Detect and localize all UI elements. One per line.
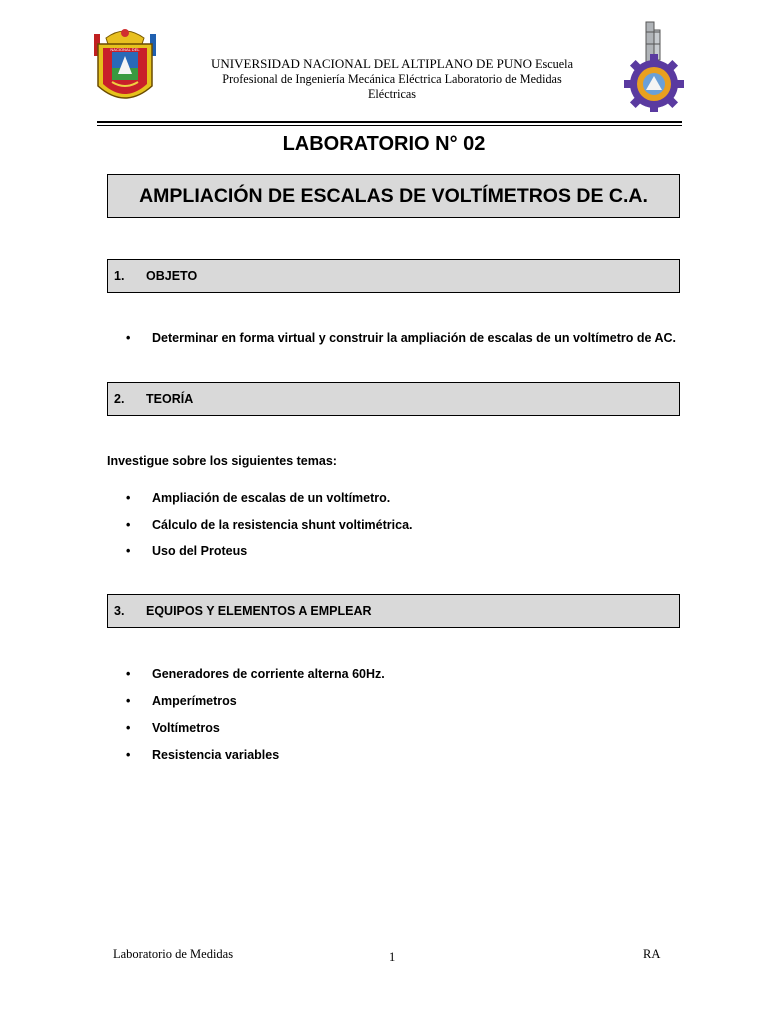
section-heading-teoria (107, 382, 680, 416)
bullet-icon: • (126, 748, 131, 762)
bullet-icon: • (126, 518, 131, 532)
list-item-text: Amperímetros (152, 694, 237, 708)
list-item (126, 518, 413, 532)
list-item-text: Generadores de corriente alterna 60Hz. (152, 667, 385, 681)
section-title: TEORÍA (146, 392, 194, 406)
footer-left: Laboratorio de Medidas (113, 947, 234, 961)
lab-title: LABORATORIO N° 02 (282, 133, 486, 155)
list-item-text: Determinar en forma virtual y construir la ampliación de escalas de un voltímetro de AC. (152, 331, 676, 345)
section-number: 3. (114, 604, 125, 618)
list-item (126, 544, 247, 558)
header-line2: Profesional de Ingeniería Mecánica Eléctrica Laboratorio de Medidas (222, 72, 562, 86)
section-number: 1. (114, 269, 125, 283)
page-number: 1 (389, 950, 396, 964)
engineering-logo (624, 20, 684, 112)
bullet-icon: • (126, 544, 131, 558)
list-item (126, 694, 237, 708)
bullet-icon: • (126, 667, 131, 681)
footer-right: RA (643, 947, 661, 961)
bullet-icon: • (126, 721, 131, 735)
list-item-text: Voltímetros (152, 721, 220, 735)
section-heading-objeto (107, 259, 680, 293)
header-divider (97, 121, 682, 123)
section-title: EQUIPOS Y ELEMENTOS A EMPLEAR (146, 604, 372, 618)
main-title: AMPLIACIÓN DE ESCALAS DE VOLTÍMETROS DE C.A. (139, 184, 648, 207)
section-heading-equipos (107, 594, 680, 628)
list-item-text: Uso del Proteus (152, 544, 248, 558)
list-item-text: Ampliación de escalas de un voltímetro. (152, 491, 391, 505)
header-university-name: UNIVERSIDAD NACIONAL DEL ALTIPLANO DE PUNO (211, 56, 533, 71)
header-line3: Eléctricas (367, 87, 417, 101)
main-title-box (107, 174, 680, 218)
svg-text:NACIONAL DEL: NACIONAL DEL (110, 47, 140, 52)
bullet-icon: • (126, 491, 131, 505)
bullet-icon: • (126, 694, 131, 708)
header-school-label: Escuela (535, 57, 573, 71)
header-divider-thin (97, 125, 682, 126)
section-number: 2. (114, 392, 125, 406)
list-item-text: Cálculo de la resistencia shunt voltimétrica. (152, 518, 413, 532)
section-intro: Investigue sobre los siguientes temas: (107, 454, 337, 468)
list-item (126, 721, 220, 735)
list-item-text: Resistencia variables (152, 748, 280, 762)
header-institution (170, 56, 614, 102)
bullet-icon: • (126, 331, 131, 345)
list-item (126, 667, 385, 681)
university-logo (92, 24, 158, 112)
list-item (126, 331, 676, 345)
section-title: OBJETO (146, 269, 198, 283)
list-item (126, 491, 390, 505)
list-item (126, 748, 279, 762)
